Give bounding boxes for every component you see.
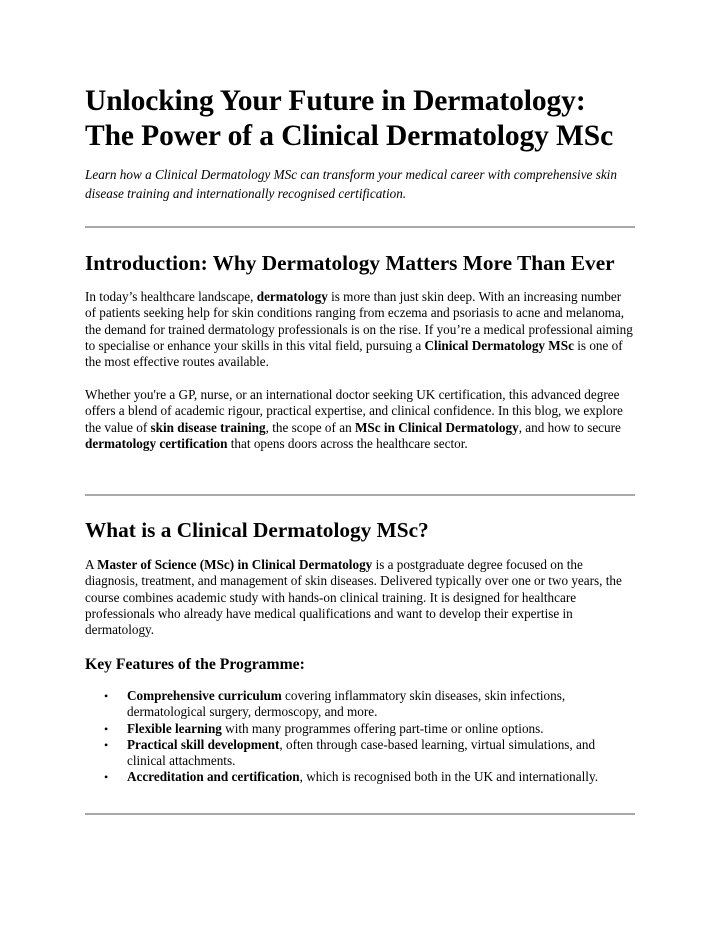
- bullet-icon: •: [104, 689, 109, 703]
- text-run: Whether you're a GP, nurse, or an international doctor seeking UK certification, this advanced degree offers a blend of academic rigour, practical expertise, and clinical confidence. In this blog, we explore the value of: [85, 387, 623, 435]
- bold-term: Master of Science (MSc) in Clinical Dermatology: [97, 557, 373, 572]
- bullet-icon: •: [104, 770, 109, 785]
- section-heading-introduction: Introduction: Why Dermatology Matters More Than Ever: [85, 251, 615, 275]
- list-item: [85, 737, 635, 770]
- text-run: , the scope of an: [265, 419, 355, 435]
- page-subtitle: Learn how a Clinical Dermatology MSc can transform your medical career with comprehensive skin disease training and internationally recognised certification.: [85, 167, 617, 201]
- text-run: is a postgraduate degree focused on the diagnosis, treatment, and management of skin diseases. Delivered typically over one or two years, the course combines academic study with hands-on clinical training. It is designed for healthcare professionals who already have medical qualifications and want to develop their expertise in dermatology.: [85, 557, 622, 638]
- divider-1: [85, 226, 635, 228]
- list-item: [85, 688, 635, 721]
- bold-term: Clinical Dermatology MSc: [424, 337, 574, 353]
- divider-2: [85, 494, 635, 496]
- list-item: [85, 721, 635, 737]
- list-item: [85, 769, 635, 785]
- feature-title: Comprehensive curriculum: [127, 688, 282, 703]
- text-run: A: [85, 557, 98, 572]
- msc-paragraph: [85, 557, 635, 638]
- feature-text: , which is recognised both in the UK and internationally.: [299, 769, 598, 785]
- page-title: Unlocking Your Future in Dermatology: The Power of a Clinical Dermatology MSc: [85, 85, 614, 152]
- feature-text: covering inflammatory skin diseases, skin infections, dermatological surgery, dermoscopy, and more.: [127, 688, 566, 720]
- key-features-list: [85, 688, 635, 786]
- text-run: , and how to secure: [518, 419, 621, 435]
- feature-title: Practical skill development: [127, 736, 280, 752]
- bold-term: MSc in Clinical Dermatology: [354, 419, 519, 435]
- bold-term: dermatology: [256, 289, 328, 304]
- bullet-icon: •: [104, 737, 109, 752]
- feature-text: , often through case-based learning, virtual simulations, and clinical attachments.: [127, 736, 596, 769]
- text-run: In today’s healthcare landscape,: [85, 289, 257, 304]
- text-run: that opens doors across the healthcare sector.: [227, 435, 468, 451]
- feature-text: with many programmes offering part-time or online options.: [221, 720, 544, 736]
- text-run: is more than just skin deep. With an increasing number of patients seeking help for skin conditions ranging from eczema and psoriasis to acne and melanoma, the demand for trained dermatology professionals is on the rise. If you’re a medical professional aiming to specialise or enhance your skills in this vital field, pursuing a: [85, 289, 633, 353]
- text-run: is one of the most effective routes available.: [85, 337, 623, 370]
- bold-term: dermatology certification: [85, 435, 228, 451]
- section-heading-what-is-msc: What is a Clinical Dermatology MSc?: [85, 518, 429, 542]
- key-features-heading: Key Features of the Programme:: [85, 656, 305, 673]
- intro-paragraph-1: [85, 289, 635, 370]
- divider-3: [85, 813, 635, 815]
- bold-term: skin disease training: [150, 419, 266, 435]
- intro-paragraph-2: [85, 387, 635, 452]
- bullet-icon: •: [104, 721, 109, 736]
- feature-title: Accreditation and certification: [127, 769, 300, 785]
- feature-title: Flexible learning: [127, 720, 222, 736]
